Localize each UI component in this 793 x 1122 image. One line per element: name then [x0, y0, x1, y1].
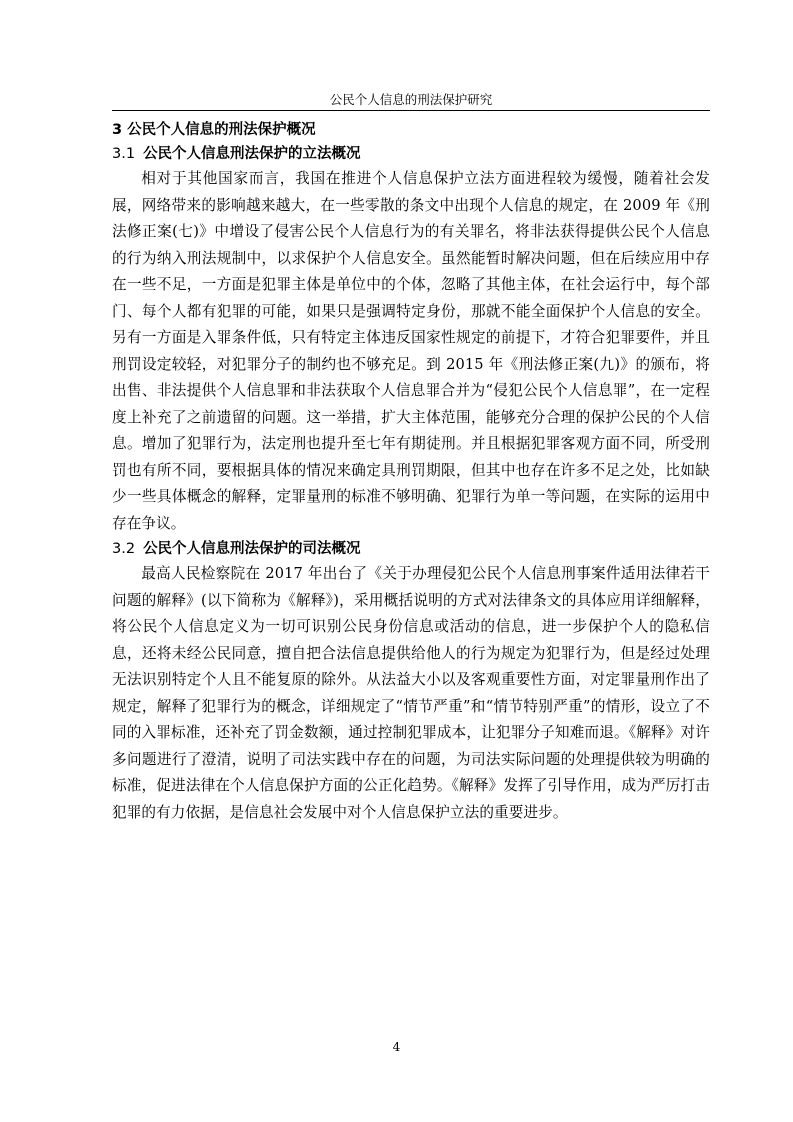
subsection-title: 公民个人信息刑法保护的司法概况: [143, 541, 361, 557]
subsection-number: 3.2: [112, 541, 136, 557]
page-body: [112, 118, 710, 826]
running-header: [112, 92, 710, 111]
subsection-title: 公民个人信息刑法保护的立法概况: [143, 146, 361, 162]
paragraph-judicial: 最高人民检察院在 2017 年出台了《关于办理侵犯公民个人信息刑事案件适用法律若干问题的解释》(以下简称为《解释》)，采用概括说明的方式对法律条文的具体应用详细解释，将公民个人信息定义为一切可识别公民身份信息或活动的信息，进一步保护个人的隐私信息，还将未经公民同意，擅自把合法信息提供给他人的行为规定为犯罪行为，但是经过处理无法识别特定个人且不能复原的除外。从法益大小以及客观重要性方面，对定罪量刑作出了规定，解释了犯罪行为的概念，详细规定了“情节严重”和“情节特别严重”的情形，设立了不同的入罪标准，还补充了罚金数额，通过控制犯罪成本，让犯罪分子知难而退。《解释》对许多问题进行了澄清，说明了司法实践中存在的问题，为司法实际问题的处理提供较为明确的标准，促进法律在个人信息保护方面的公正化趋势。《解释》发挥了引导作用，成为严厉打击犯罪的有力依据，是信息社会发展中对个人信息保护立法的重要进步。: [112, 565, 710, 821]
paragraph-legislation: 相对于其他国家而言，我国在推进个人信息保护立法方面进程较为缓慢，随着社会发展，网络带来的影响越来越大，在一些零散的条文中出现个人信息的规定，在 2009 年《刑法修正案(七)》中增设了侵害公民个人信息行为的有关罪名，将非法获得提供公民个人信息的行为纳入刑法规制中，以求保护个人信息安全。虽然能暂时解决问题，但在后续应用中存在一些不足，一方面是犯罪主体是单位中的个体，忽略了其他主体，在社会运行中，每个部门、每个人都有犯罪的可能，如果只是强调特定身份，那就不能全面保护个人信息的安全。另有一方面是入罪条件低，只有特定主体违反国家性规定的前提下，才符合犯罪要件，并且刑罚设定较轻，对犯罪分子的制约也不够充足。到 2015 年《刑法修正案(九)》的颁布，将出售、非法提供个人信息罪和非法获取个人信息罪合并为“侵犯公民个人信息罪”，在一定程度上补充了之前遗留的问题。这一举措，扩大主体范围，能够充分合理的保护公民的个人信息。增加了犯罪行为，法定刑也提升至七年有期徒刑。并且根据犯罪客观方面不同，所受刑罚也有所不同，要根据具体的情况来确定具刑罚期限，但其中也存在许多不足之处，比如缺少一些具体概念的解释，定罪量刑的标准不够明确、犯罪行为单一等问题，在实际的运用中存在争议。: [112, 170, 710, 532]
subsection-heading-3-2: [112, 537, 710, 561]
subsection-number: 3.1: [112, 146, 136, 162]
section-heading: 3 公民个人信息的刑法保护概况: [112, 122, 316, 138]
page-number: 4: [392, 1040, 401, 1054]
subsection-heading-3-1: [112, 142, 710, 166]
header-title: 公民个人信息的刑法保护研究: [329, 92, 493, 107]
